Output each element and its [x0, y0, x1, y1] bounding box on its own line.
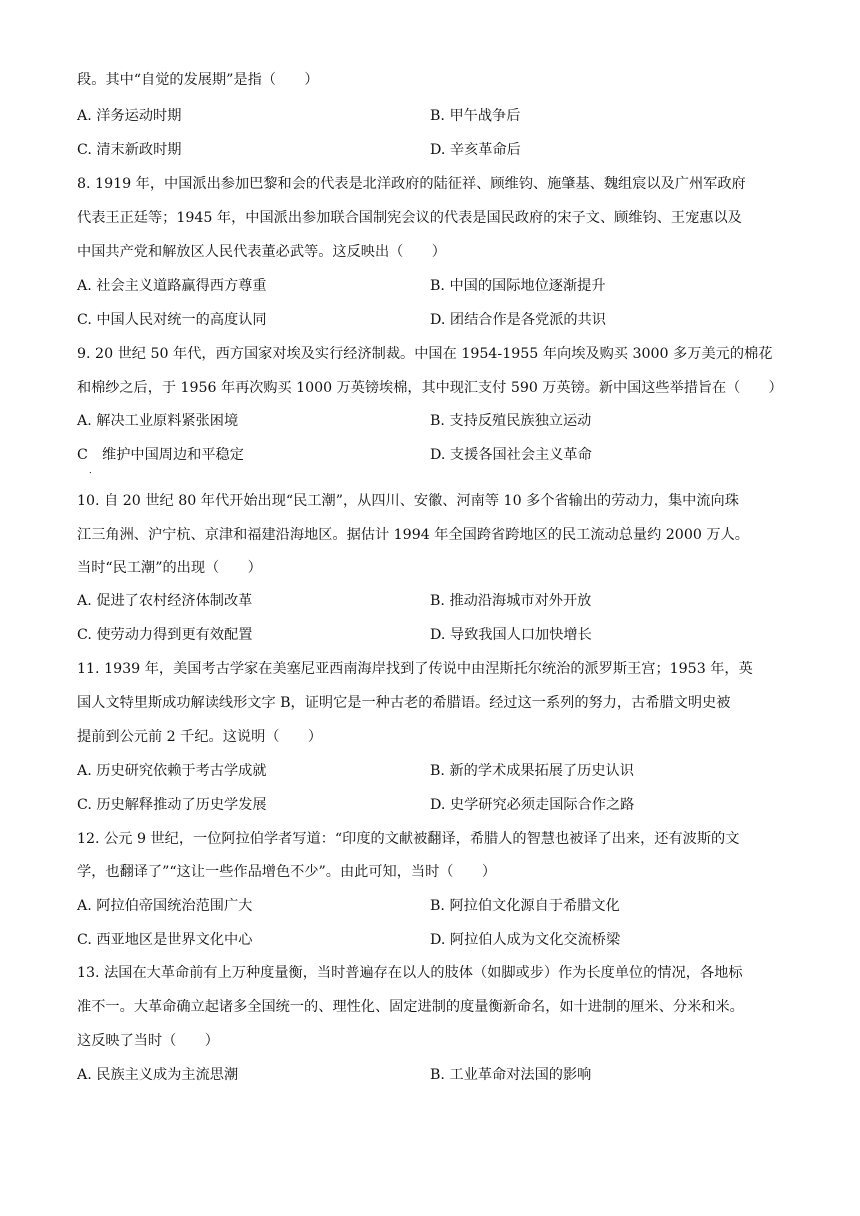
- question-11-stem-line-3: 提前到公元前 2 千纪。这说明（ ）: [77, 729, 323, 745]
- q10-option-c[interactable]: C. 使劳动力得到更有效配置: [77, 627, 253, 643]
- question-13-stem-line-2: 准不一。大革命确立起诸多全国统一的、理性化、固定进制的度量衡新命名，如十进制的厘米、分米和米。: [77, 999, 744, 1015]
- q8-option-c[interactable]: C. 中国人民对统一的高度认同: [77, 312, 267, 328]
- q9-option-d[interactable]: D. 支援各国社会主义革命: [430, 447, 592, 463]
- q7-option-d[interactable]: D. 辛亥革命后: [430, 142, 521, 158]
- q13-option-b[interactable]: B. 工业革命对法国的影响: [430, 1067, 592, 1083]
- q12-option-c[interactable]: C. 西亚地区是世界文化中心: [77, 932, 253, 948]
- q9-option-c[interactable]: C 维护中国周边和平稳定: [77, 447, 244, 463]
- question-8-stem-line-1: 8. 1919 年，中国派出参加巴黎和会的代表是北洋政府的陆征祥、顾维钧、施肇基、魏组宸以及广州军政府: [77, 176, 746, 192]
- q11-option-d[interactable]: D. 史学研究必须走国际合作之路: [430, 797, 635, 813]
- question-8-stem-line-2: 代表王正廷等；1945 年，中国派出参加联合国制宪会议的代表是国民政府的宋子文、顾维钧、王宠惠以及: [77, 210, 742, 226]
- q8-option-a[interactable]: A. 社会主义道路赢得西方尊重: [77, 278, 267, 294]
- question-13-stem-line-1: 13. 法国在大革命前有上万种度量衡，当时普遍存在以人的肢体（如脚或步）作为长度单位的情况，各地标: [77, 965, 743, 981]
- question-10-stem-line-2: 江三角洲、沪宁杭、京津和福建沿海地区。据估计 1994 年全国跨省跨地区的民工流动总量约 2000 万人。: [77, 527, 749, 543]
- question-12-stem-line-1: 12. 公元 9 世纪，一位阿拉伯学者写道：“印度的文献被翻译，希腊人的智慧也被译了出来，还有波斯的文: [77, 831, 740, 847]
- q9-option-a[interactable]: A. 解决工业原料紧张困境: [77, 413, 239, 429]
- question-9-stem-line-1: 9. 20 世纪 50 年代，西方国家对埃及实行经济制裁。中国在 1954-1955 年向埃及购买 3000 多万美元的棉花: [77, 346, 773, 362]
- q11-option-c[interactable]: C. 历史解释推动了历史学发展: [77, 797, 267, 813]
- question-8-stem-line-3: 中国共产党和解放区人民代表董必武等。这反映出（ ）: [77, 244, 446, 260]
- q12-option-a[interactable]: A. 阿拉伯帝国统治范围广大: [77, 898, 253, 914]
- q7-option-c[interactable]: C. 清末新政时期: [77, 142, 182, 158]
- q11-option-a[interactable]: A. 历史研究依赖于考古学成就: [77, 763, 267, 779]
- stray-dot-mark: ．: [89, 466, 99, 476]
- question-11-stem-line-2: 国人文特里斯成功解读线形文字 B，证明它是一种古老的希腊语。经过这一系列的努力，古希腊文明史被: [77, 695, 731, 711]
- q8-option-b[interactable]: B. 中国的国际地位逐渐提升: [430, 278, 606, 294]
- q10-option-d[interactable]: D. 导致我国人口加快增长: [430, 627, 592, 643]
- q13-option-a[interactable]: A. 民族主义成为主流思潮: [77, 1067, 239, 1083]
- question-12-stem-line-2: 学，也翻译了”“这让一些作品增色不少”。由此可知，当时（ ）: [77, 864, 497, 880]
- q7-option-a[interactable]: A. 洋务运动时期: [77, 108, 182, 124]
- question-9-stem-line-2: 和棉纱之后，于 1956 年再次购买 1000 万英镑埃棉，其中现汇支付 590 万英镑。新中国这些举措旨在（ ）: [77, 380, 783, 396]
- question-10-stem-line-3: 当时“民工潮”的出现（ ）: [77, 560, 262, 576]
- q10-option-a[interactable]: A. 促进了农村经济体制改革: [77, 593, 253, 609]
- question-7-stem: 段。其中“自觉的发展期”是指（ ）: [77, 72, 319, 88]
- q12-option-d[interactable]: D. 阿拉伯人成为文化交流桥梁: [430, 932, 621, 948]
- q9-option-b[interactable]: B. 支持反殖民族独立运动: [430, 413, 592, 429]
- question-13-stem-line-3: 这反映了当时（ ）: [77, 1033, 219, 1049]
- question-10-stem-line-1: 10. 自 20 世纪 80 年代开始出现“民工潮”，从四川、安徽、河南等 10 多个省输出的劳动力，集中流向珠: [77, 493, 739, 509]
- q8-option-d[interactable]: D. 团结合作是各党派的共识: [430, 312, 606, 328]
- q12-option-b[interactable]: B. 阿拉伯文化源自于希腊文化: [430, 898, 620, 914]
- q11-option-b[interactable]: B. 新的学术成果拓展了历史认识: [430, 763, 634, 779]
- question-11-stem-line-1: 11. 1939 年，美国考古学家在美塞尼亚西南海岸找到了传说中由涅斯托尔统治的派罗斯王宫；1953 年，英: [77, 661, 753, 677]
- q7-option-b[interactable]: B. 甲午战争后: [430, 108, 521, 124]
- q10-option-b[interactable]: B. 推动沿海城市对外开放: [430, 593, 592, 609]
